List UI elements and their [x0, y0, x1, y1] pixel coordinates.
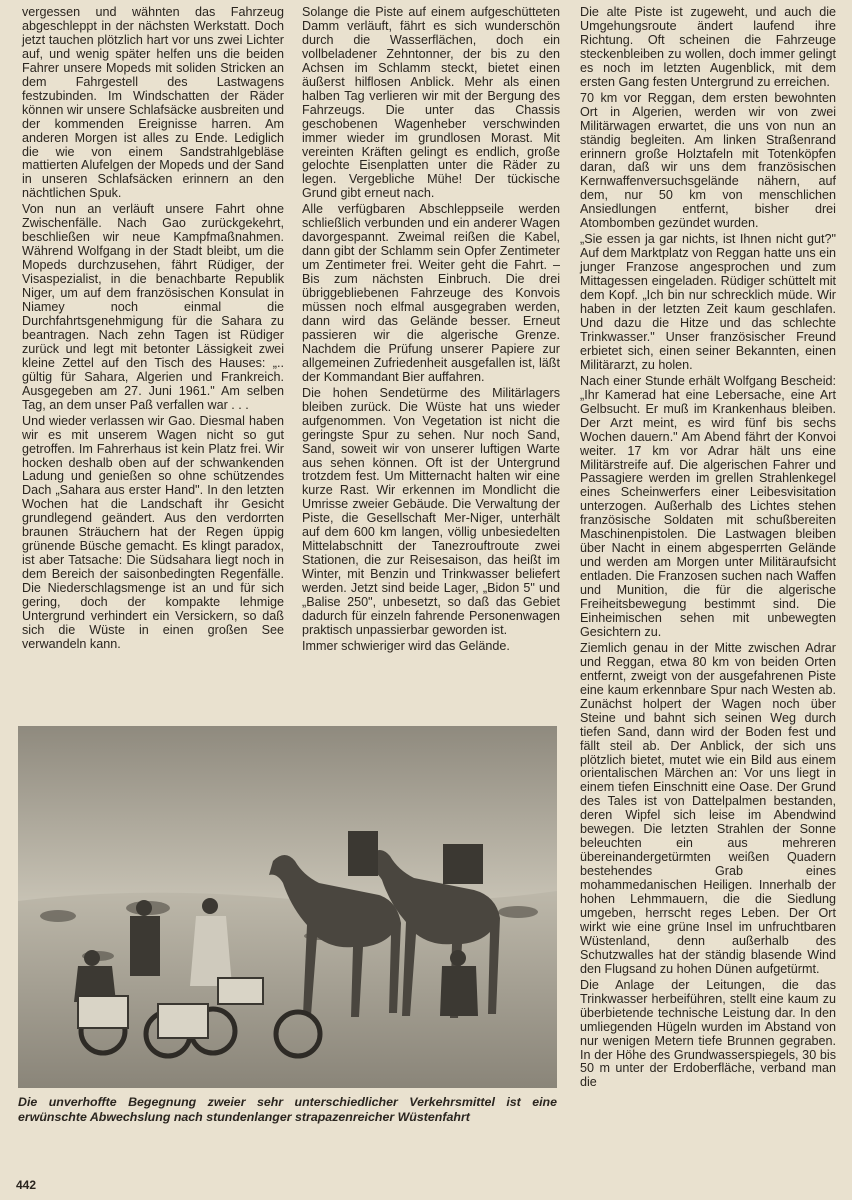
- paragraph: Immer schwieriger wird das Gelände.: [302, 638, 510, 653]
- paragraph: Die alte Piste ist zugeweht, und auch die Umgehungsroute ändert laufend ihre Richtung. Oft scheinen die Fahrzeuge steckenbleiben zu wollen, doch immer gelingt es noch im letzten Augenblick, mit dem ersten Gang festen Untergrund zu erreichen.: [580, 5, 836, 89]
- paragraph: 70 km vor Reggan, dem ersten bewohnten Ort in Algerien, werden wir von zwei Militärwagen erwartet, die uns von nun an ständig begleiten. Am linken Straßenrand erinnern große Holztafeln mit Totenköpfen daran, daß wir uns dem französischen Kernwaffenversuchsgelände nähern, auf dem, nur 50 km von menschlichen Ansiedlungen entfernt, bisher drei Atombomben gezündet wurden.: [580, 90, 836, 231]
- paragraph: Solange die Piste auf einem aufgeschütteten Damm verläuft, fährt es sich wunderschön durch die Wasserflächen, doch ein vollbeladener Zehntonner, der bis zu den Achsen im Schlamm steckt, bietet einen äußerst hilflosen Anblick. Mehr als einen halben Tag verlieren wir mit der Bergung des Fahrzeugs. Die unter das Chassis geschobenen Wagenheber verschwinden immer wieder im grundlosen Morast. Mit vereinten Kräften gelingt es endlich, große gelochte Eisenplatten unter die Räder zu legen. Vergebliche Mühe! Der tückische Grund gibt erneut nach.: [302, 5, 560, 201]
- page-number: 442: [16, 1178, 37, 1192]
- article-column-2: [302, 6, 560, 656]
- paragraph: „Sie essen ja gar nichts, ist Ihnen nicht gut?" Auf dem Marktplatz von Reggan hatte uns ein junger Franzose angesprochen und zum Mittagessen eingeladen. Rüdiger schüttelt mit dem Kopf. „Ich bin nur schrecklich müde. Wir haben in der letzten Zeit kaum geschlafen. Und dazu die Hitze und das schlechte Trinkwasser." Unser französischer Freund erbietet sich, einen seiner Bekannten, einen Militärarzt, zu holen.: [580, 232, 836, 372]
- photo-caption: Die unverhoffte Begegnung zweier sehr unterschiedlicher Verkehrsmittel ist eine erwünschte Abwechslung nach stundenlanger strapazenreicher Wüstenfahrt: [18, 1095, 557, 1124]
- article-column-3: [580, 6, 836, 1092]
- paragraph: Die Anlage der Leitungen, die das Trinkwasser herbeiführen, stellt eine kaum zu überbietende technische Leistung dar. In den umliegenden Hügeln wurden im Abstand von nur wenigen Metern tiefe Brunnen gegraben. In der Höhe des Grundwasserspiegels, 30 bis 50 m unter der Erdoberfläche, verband man die: [580, 977, 836, 1090]
- paragraph: Und wieder verlassen wir Gao. Diesmal haben wir es mit unserem Wagen nicht so gut getroffen. Im Fahrerhaus ist kein Platz frei. Wir hocken deshalb oben auf der schwankenden Ladung und genießen so ohne schützendes Dach „Sahara aus erster Hand". In den letzten Wochen hat die Landschaft ihr Gesicht grundlegend geändert. Aus den verdorrten braunen Sträuchern hat der Regen üppig grünende Büsche gemacht. Es klingt paradox, ist aber Tatsache: Die Südsahara liegt noch in dem Bereich der saisonbedingten Regenfälle. Die Niederschlagsmenge ist an und für sich gering, doch der kompakte lehmige Untergrund verhindert ein Versickern, so daß sich die Wüste in einen großen See verwandeln kann.: [22, 413, 284, 651]
- paragraph: vergessen und wähnten das Fahrzeug abgeschleppt in der nächsten Werkstatt. Doch jetzt tauchen plötzlich hart vor uns zwei Lichter auf, und wenig später helfen uns die beiden Fahrer unsere Mopeds mit soliden Stricken an dem Fahrgestell des Lastwagens festzubinden. Im Windschatten der Räder können wir unsere Schlafsäcke ausbreiten und der kommenden Ereignisse harren. Am anderen Morgen ist alles zu Ende. Lediglich die wie von einem Sandstrahlgebläse mattierten Alufelgen der Mopeds und der Sand in unseren Schlafsäcken erinnern an den nächtlichen Spuk.: [22, 5, 284, 201]
- paragraph: Alle verfügbaren Abschleppseile werden schließlich verbunden und ein anderer Wagen davorgespannt. Zweimal reißen die Kabel, dann gibt der Schlamm sein Opfer Zentimeter um Zentimeter frei. Weiter geht die Fahrt. – Bis zum nächsten Einbruch. Die drei übriggebliebenen Fahrzeuge des Konvois müssen noch elfmal ausgegraben werden, dann wird das Gelände besser. Erneut passieren wir die algerische Grenze. Nachdem die Prüfung unserer Papiere zur allgemeinen Zufriedenheit ausgefallen ist, läßt der Kommandant Bier auffahren.: [302, 202, 560, 384]
- desert-photo: [18, 726, 557, 1088]
- paragraph: Die hohen Sendetürme des Militärlagers bleiben zurück. Die Wüste hat uns wieder aufgenommen. Von Vegetation ist nicht die geringste Spur zu sehen. Nur noch Sand, Sand, soweit wir von unserer luftigen Warte aus sehen können. Oft ist der Untergrund trotzdem fest. Um Mitternacht halten wir eine kurze Rast. Wir erkennen im Mondlicht die Umrisse zweier Gebäude. Die Verwaltung der Piste, die Gesellschaft Mer-Niger, unterhält auf dem 600 km langen, völlig unbesiedelten Mittelabschnitt der Tanezrouftroute zwei Stationen, die zur Reisesaison, das heißt im Winter, mit Benzin und Trinkwasser beliefert werden. Jetzt sind beide Lager, „Bidon 5" und „Balise 250", unbesetzt, so daß das Gebiet dadurch für einzeln fahrende Personenwagen praktisch unpassierbar geworden ist.: [302, 385, 560, 637]
- paragraph: Ziemlich genau in der Mitte zwischen Adrar und Reggan, etwa 80 km von beiden Orten entfernt, zweigt von der ausgefahrenen Piste eine kaum erkennbare Spur nach Westen ab. Zunächst holpert der Wagen noch über Steine und bahnt sich seinen Weg durch tiefen Sand, dann wird der Boden fest und fällt steil ab. Der Anblick, der sich uns plötzlich bietet, mutet wie ein Bild aus einem orientalischen Märchen an: Vor uns liegt in einem tiefen Einschnitt eine Oase. Der Grund des Tales ist von Dattelpalmen bestanden, deren Wipfel sich leise im Abendwind bewegen. Die letzten Strahlen der Sonne beleuchten ein aus mehreren übereinandergetürmten weißen Quadern bestehendes Grab eines mohammedanischen Heiligen. Innerhalb der hohen Lehmmauern, die die Siedlung umgeben, herrscht reges Leben. Der Ort wirkt wie eine grüne Insel im unfruchtbaren Wüstenland, denn außerhalb des Schutzwalles hat der ständig blasende Wind den Flugsand zu hohen Dünen aufgetürmt.: [580, 640, 836, 976]
- paragraph: Nach einer Stunde erhält Wolfgang Bescheid: „Ihr Kamerad hat eine Lebersache, eine Art Gelbsucht. Er muß im Krankenhaus bleiben. Der Arzt meint, es wird fünf bis sechs Wochen dauern." Am Abend fährt der Konvoi weiter. 17 km vor Adrar hält uns eine Militärstreife auf. Die algerischen Fahrer und Passagiere werden im grellen Strahlenkegel eines Scheinwerfers einer Leibesvisitation unterzogen. Außerhalb des Lichtes stehen französische Soldaten mit schußbereiten Maschinenpistolen. Die Lastwagen bleiben über Nacht in einem abgesperrten Gelände und werden am Morgen unter Militäraufsicht entladen. Die Franzosen suchen nach Waffen und Munition, die für die algerische Freiheitsbewegung bestimmt sind. Die Einheimischen sehen mit unbewegten Gesichtern zu.: [580, 373, 836, 639]
- paragraph: Von nun an verläuft unsere Fahrt ohne Zwischenfälle. Nach Gao zurückgekehrt, beschließen wir neue Kampfmaßnahmen. Während Wolfgang in der Stadt bleibt, um die Mopeds durchzusehen, fährt Rüdiger, der Visaspezialist, in die benachbarte Republik Niger, um auf dem französischen Konsulat in Niamey noch einmal die Durchfahrtsgenehmigung für die Sahara zu beantragen. Nach zehn Tagen ist Rüdiger zurück und legt mit betonter Lässigkeit zwei kleine Zettel auf den Tisch des Hauses: „.. gültig für Sahara, Algerien und Frankreich. Ausgegeben am 27. Juni 1961." Am selben Tag, an dem unser Paß verfallen war . . .: [22, 202, 284, 412]
- article-column-1: [22, 6, 284, 654]
